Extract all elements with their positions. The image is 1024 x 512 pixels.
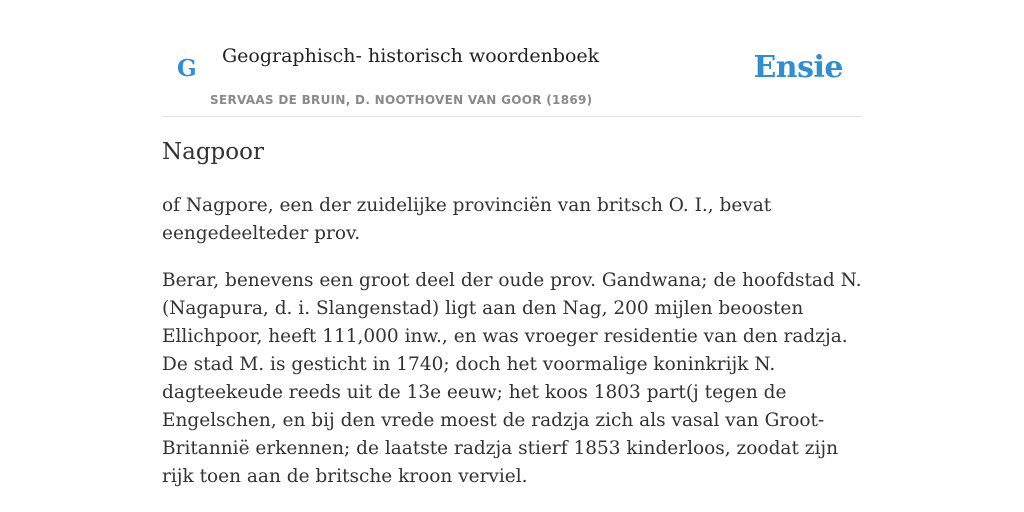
- book-logo-icon[interactable]: G: [177, 55, 197, 82]
- entry-title: Nagpoor: [162, 139, 264, 165]
- page-content: [162, 0, 862, 487]
- book-authors: SERVAAS DE BRUIN, D. NOOTHOVEN VAN GOOR (1869): [210, 93, 593, 107]
- entry-paragraph: Berar, benevens een groot deel der oude prov. Gandwana; de hoofdstad N. (Nagapura, d. i. Slangenstad) ligt aan den Nag, 200 mijlen beoosten Ellichpoor, heeft 111,000 inw., en was vroeger residentie van den radzja. De stad M. is gesticht in 1740; doch het voormalige koninkrijk N. dagteekeude reeds uit de 13e eeuw; het koos 1803 part(j tegen de Engelschen, en bij den vrede moest de radzja zich als vasal van Groot-Britannië erkennen; de laatste radzja stierf 1853 kinderloos, zoodat zijn rijk toen aan de britsche kroon verviel.: [162, 270, 862, 487]
- book-title[interactable]: Geographisch- historisch woordenboek: [222, 45, 600, 67]
- entry-paragraph: of Nagpore, een der zuidelijke provinciën van britsch O. I., bevat eengedeelteder prov.: [162, 195, 772, 244]
- book-header: [162, 0, 862, 117]
- brand-logo[interactable]: Ensie: [753, 50, 843, 85]
